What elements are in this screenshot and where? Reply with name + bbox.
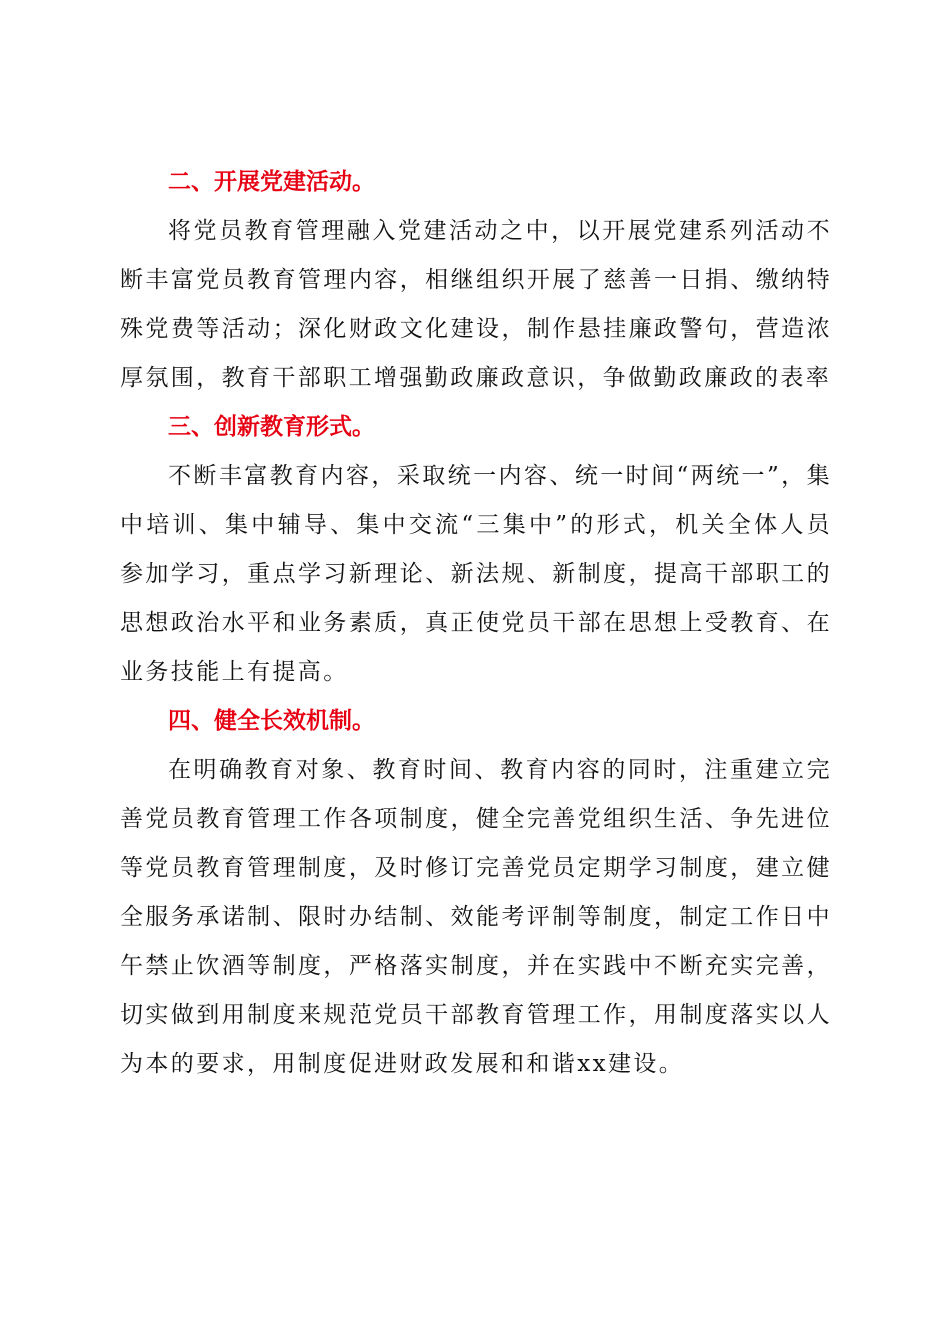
- section-paragraph: 在明确教育对象、教育时间、教育内容的同时，注重建立完善党员教育管理工作各项制度，健全完善党组织生活、争先进位等党员教育管理制度，及时修订完善党员定期学习制度，建立健全服务承诺制、限时办结制、效能考评制等制度，制定工作日中午禁止饮酒等制度，严格落实制度，并在实践中不断充实完善，切实做到用制度来规范党员干部教育管理工作，用制度落实以人为本的要求，用制度促进财政发展和和谐xx建设。: [120, 757, 832, 1077]
- section-long-term-mechanism: [120, 697, 832, 1089]
- section-party-building: [120, 158, 832, 403]
- section-education-form: [120, 403, 832, 697]
- section-paragraph: 不断丰富教育内容，采取统一内容、统一时间“两统一”，集中培训、集中辅导、集中交流“三集中”的形式，机关全体人员参加学习，重点学习新理论、新法规、新制度，提高干部职工的思想政治水平和业务素质，真正使党员干部在思想上受教育、在业务技能上有提高。: [120, 463, 832, 685]
- document-body: [120, 158, 832, 1089]
- section-paragraph: 将党员教育管理融入党建活动之中，以开展党建系列活动不断丰富党员教育管理内容，相继组织开展了慈善一日捐、缴纳特殊党费等活动；深化财政文化建设，制作悬挂廉政警句，营造浓厚氛围，教育干部职工增强勤政廉政意识，争做勤政廉政的表率: [120, 218, 832, 391]
- section-heading: 四、健全长效机制。: [168, 708, 375, 734]
- section-heading: 三、创新教育形式。: [168, 414, 375, 440]
- section-heading: 二、开展党建活动。: [168, 169, 375, 195]
